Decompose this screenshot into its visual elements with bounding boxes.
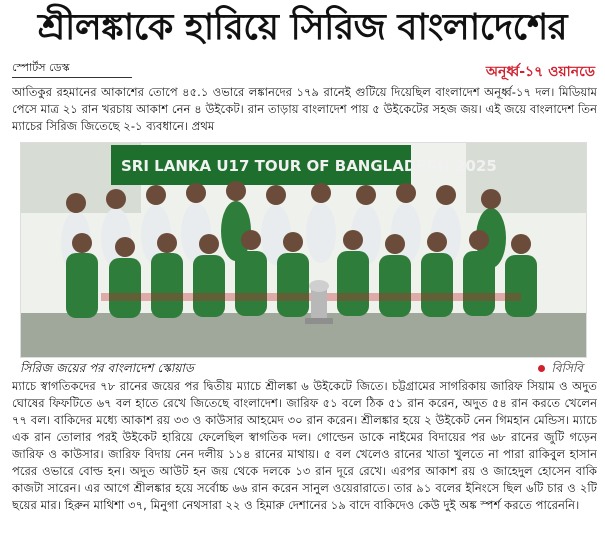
banner-text: SRI LANKA U17 TOUR OF BANGLADESH 2025 xyxy=(121,157,497,175)
photo-credit xyxy=(538,360,583,380)
headline: শ্রীলঙ্কাকে হারিয়ে সিরিজ বাংলাদেশের xyxy=(37,6,568,48)
photo-caption: সিরিজ জয়ের পর বাংলাদেশ স্কোয়াড xyxy=(20,361,194,375)
lead-paragraph: আতিকুর রহমানের আকাশের তোপে ৪৫.১ ওভারে লঙ্কানদের ১৭৯ রানেই গুটিয়ে দিয়েছিল বাংলাদেশ অনূর্ধ্ব-১৭ দল। মিডিয়াম পেসে মাত্র ২১ রান খরচায় আকাশ নেন ৪ উইকেট। রান তাড়ায় বাংলাদেশ পায় ৫ উইকেটের সহজ জয়। এই জয়ে বাংলাদেশ তিন ম্যাচের সিরিজ জিতেছে ২-১ ব্যবধানে। প্রথম xyxy=(12,85,597,133)
body-text: ম্যাচে স্বাগতিকদের ৭৮ রানের জয়ের পর দ্বিতীয় ম্যাচে শ্রীলঙ্কা ৬ উইকেটে জিতে। চট্টগ্রামের সাগরিকায় জারিফ সিয়াম ও অদুত ঘোষের ফিফটিতে ৬৭ বল হাতে রেখে জিতেছে বাংলাদেশ। জারিফ ৫১ বলে ঠিক ৫১ রান করেন, অদুত ৫৪ রান করতে খেলেন ৭৭ বল। বাকিদের মধ্যে আকাশ রয় ৩৩ ও কাউসার আহমেদ ৩০ রান করেন। শ্রীলঙ্কার হয়ে ২ উইকেট নেন গিমহান মেন্ডিস। ম্যাচে এক রান তোলার পরই উইকেট হারিয়ে ফেলেছিল স্বাগতিক দল। গোল্ডেন ডাকে নাইমের বিদায়ের পর ৬৮ রানের জুটি গড়েন জারিফ ও কাউসার। জারিফ বিদায় নেন দলীয় ১১৪ রানের মাথায়। ৫ বল খেলেও রানের খাতা খুলতে না পারা রাকিবুল হাসান পরের ওভারে বোল্ড হন। অদুত আউট হন জয় থেকে দলকে ১৩ রান দূরে রেখে। এরপর আকাশ রয় ও জাহেদুল হোসেন বাকি কাজটা সারেন। এর আগে শ্রীলঙ্কার হয়ে সর্বোচ্চ ৬৬ রান করেন সানুল ওয়েরারাতে। তার ৯১ বলের ইনিংসে ছিল ৬টি চার ও ২টি ছয়ের মার। হিরুন মাথিশা ৩৭, মিনুগা নেথসারা ২২ ও হিমারু দেশানের ১৯ বাদে বাকিদেও কেউ দুই অঙ্ক স্পর্শ করতে পারেননি। xyxy=(12,379,597,512)
team-photo xyxy=(20,142,587,358)
desk-label: স্পোর্টস ডেস্ক xyxy=(12,61,70,74)
desk-underline xyxy=(12,77,132,78)
photo-credit-label: বিসিবি xyxy=(551,361,583,375)
credit-dot-icon xyxy=(538,365,545,372)
team-photo-illustration xyxy=(21,143,586,357)
dateline: অনূর্ধ্ব-১৭ ওয়ানডে xyxy=(485,64,595,80)
